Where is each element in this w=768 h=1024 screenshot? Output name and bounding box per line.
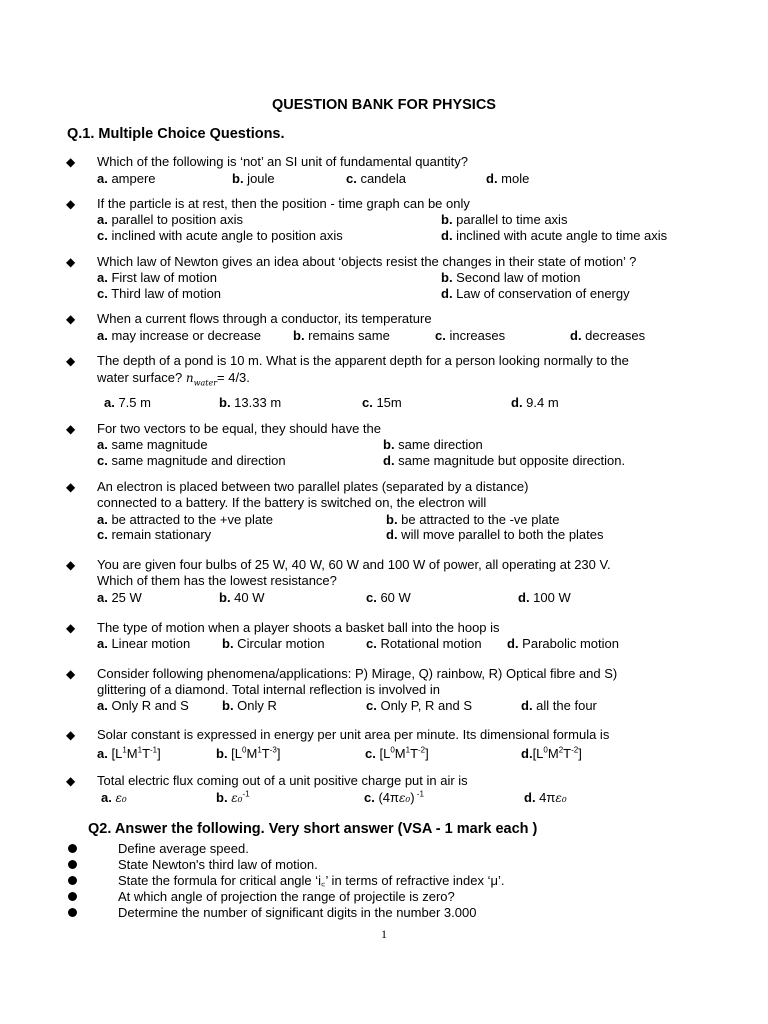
bullet-diamond-icon: ◆ [66, 480, 76, 494]
option-d: $d.[L^0M^2T^{-2}]$ [521, 745, 582, 761]
question-text: You are given four bulbs of 25 W, 40 W, 60 W and 100 W of power, all operating at 230 V. [97, 557, 611, 572]
question-text: An electron is placed between two parallel plates (separated by a distance) [97, 479, 529, 494]
option-a: a. be attracted to the +ve plate [97, 512, 273, 527]
question-text-line2: Which of them has the lowest resistance? [97, 573, 337, 588]
question-text: The type of motion when a player shoots a basket ball into the hoop is [97, 620, 500, 635]
option-c: c. $[L^0M^1T^{-2}]$ [365, 745, 429, 761]
bullet-dot-icon [68, 892, 77, 901]
option-a: a. Linear motion [97, 636, 191, 651]
vsa-item: State Newton's third law of motion. [118, 857, 318, 872]
option-c: c. Third law of motion [97, 286, 222, 301]
bullet-diamond-icon: ◆ [66, 621, 76, 635]
option-d: d. Law of conservation of energy [441, 286, 630, 301]
question-text: Solar constant is expressed in energy per unit area per minute. Its dimensional formula is [97, 727, 610, 742]
option-b: b. joule [232, 171, 275, 186]
option-a: a. same magnitude [97, 437, 208, 452]
option-c: c. (4πε₀) $^{-1}$ [364, 789, 424, 805]
bullet-diamond-icon: ◆ [66, 354, 76, 368]
option-d: d. mole [486, 171, 530, 186]
option-a: a. $[L^1M^1T^{-1}]$ [97, 745, 161, 761]
option-a: a. may increase or decrease [97, 328, 262, 343]
option-a: a. 25 W [97, 590, 142, 605]
section-heading-mcq: Q.1. Multiple Choice Questions. [67, 126, 285, 142]
option-c: c. candela [346, 171, 406, 186]
option-d: d. Parabolic motion [507, 636, 620, 651]
option-a: a. ampere [97, 171, 156, 186]
option-b: b. Only R [222, 698, 277, 713]
vsa-item: Define average speed. [118, 841, 249, 856]
option-b: b. parallel to time axis [441, 212, 568, 227]
bullet-dot-icon [68, 876, 77, 885]
question-text: If the particle is at rest, then the position - time graph can be only [97, 196, 470, 211]
page-number: 1 [381, 927, 387, 941]
option-d: d. decreases [570, 328, 646, 343]
vsa-item: State the formula for critical angle ‘i꜀’ in terms of refractive index ‘μ’. [118, 873, 505, 888]
question-text: For two vectors to be equal, they should have the [97, 421, 382, 436]
option-a: a. Only R and S [97, 698, 189, 713]
option-d: d. same magnitude but opposite direction. [383, 453, 626, 468]
bullet-diamond-icon: ◆ [66, 197, 76, 211]
bullet-diamond-icon: ◆ [66, 774, 76, 788]
question-text: Consider following phenomena/applications: P) Mirage, Q) rainbow, R) Optical fibre and S) [97, 666, 618, 681]
question-text-line2: water surface? $n_{water}= 4/3$. [97, 370, 250, 388]
option-a: a. ε₀ [101, 790, 127, 805]
option-d: d. all the four [521, 698, 597, 713]
option-d: d. will move parallel to both the plates [386, 527, 604, 542]
option-c: c. 15m [362, 395, 402, 410]
option-b: b. ε₀$^{-1}$ [216, 789, 250, 805]
option-c: c. remain stationary [97, 527, 212, 542]
section-heading-vsa: Q2. Answer the following. Very short answer (VSA - 1 mark each ) [88, 821, 538, 837]
option-a: a. 7.5 m [104, 395, 151, 410]
option-d: d. 9.4 m [511, 395, 559, 410]
bullet-diamond-icon: ◆ [66, 667, 76, 681]
option-b: b. 40 W [219, 590, 265, 605]
question-text: When a current flows through a conductor, its temperature [97, 311, 432, 326]
option-b: b. same direction [383, 437, 483, 452]
option-c: c. Only P, R and S [366, 698, 472, 713]
bullet-diamond-icon: ◆ [66, 728, 76, 742]
option-c: c. Rotational motion [366, 636, 482, 651]
bullet-diamond-icon: ◆ [66, 558, 76, 572]
question-text: Which of the following is ‘not’ an SI unit of fundamental quantity? [97, 154, 468, 169]
vsa-item: At which angle of projection the range of projectile is zero? [118, 889, 455, 904]
bullet-dot-icon [68, 908, 77, 917]
bullet-diamond-icon: ◆ [66, 255, 76, 269]
option-b: b. $[L^0M^1T^{-3}]$ [216, 745, 281, 761]
bullet-diamond-icon: ◆ [66, 312, 76, 326]
question-text: Total electric flux coming out of a unit positive charge put in air is [97, 773, 468, 788]
option-b: b. 13.33 m [219, 395, 282, 410]
option-a: a. First law of motion [97, 270, 217, 285]
option-b: b. be attracted to the -ve plate [386, 512, 560, 527]
bullet-diamond-icon: ◆ [66, 155, 76, 169]
bullet-dot-icon [68, 844, 77, 853]
option-b: b. Circular motion [222, 636, 325, 651]
option-b: b. Second law of motion [441, 270, 581, 285]
question-text-line2: connected to a battery. If the battery is switched on, the electron will [97, 495, 487, 510]
question-text: The depth of a pond is 10 m. What is the apparent depth for a person looking normally to the [97, 353, 629, 368]
option-a: a. parallel to position axis [97, 212, 243, 227]
option-d: d. 4πε₀ [524, 790, 567, 805]
bullet-dot-icon [68, 860, 77, 869]
option-c: c. 60 W [366, 590, 411, 605]
option-c: c. increases [435, 328, 506, 343]
vsa-item: Determine the number of significant digits in the number 3.000 [118, 905, 477, 920]
page-title: QUESTION BANK FOR PHYSICS [272, 97, 496, 113]
option-d: d. inclined with acute angle to time axis [441, 228, 668, 243]
option-c: c. inclined with acute angle to position axis [97, 228, 343, 243]
question-text: Which law of Newton gives an idea about ‘objects resist the changes in their state of motion’ ? [97, 254, 637, 269]
bullet-diamond-icon: ◆ [66, 422, 76, 436]
option-d: d. 100 W [518, 590, 571, 605]
option-c: c. same magnitude and direction [97, 453, 286, 468]
question-text-line2: glittering of a diamond. Total internal reflection is involved in [97, 682, 441, 697]
option-b: b. remains same [293, 328, 390, 343]
